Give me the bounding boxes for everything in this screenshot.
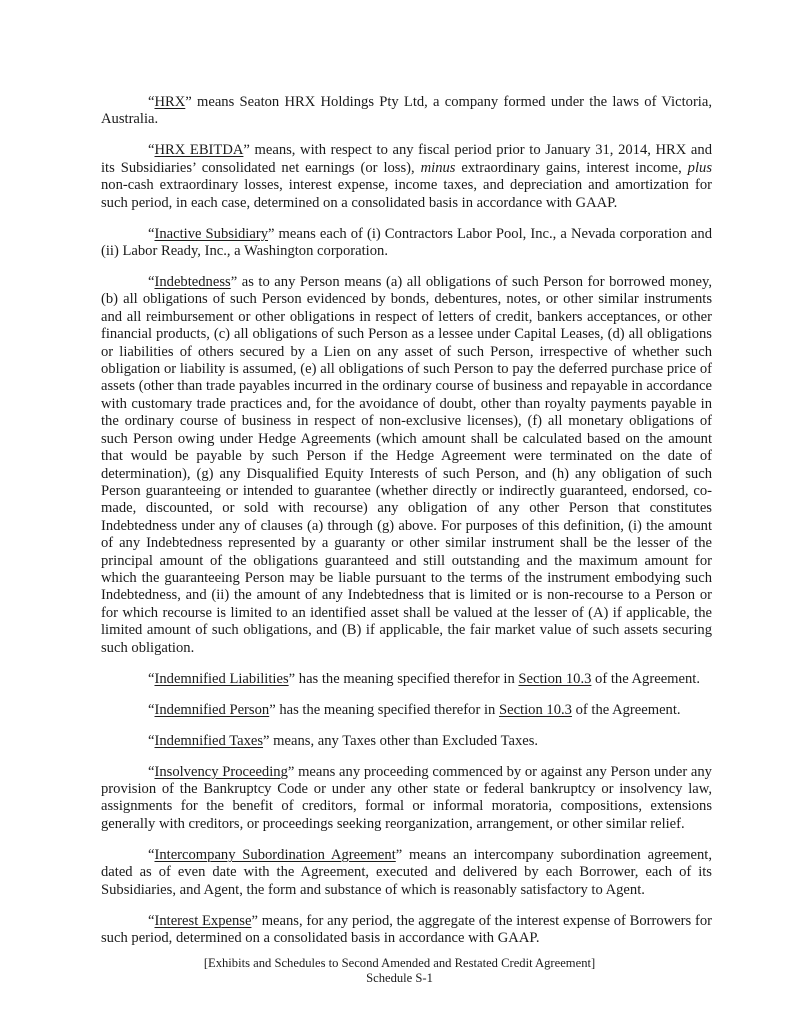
open-quote: “ (148, 701, 155, 718)
defined-term: HRX (154, 94, 186, 110)
definition-indebtedness (101, 274, 712, 657)
definition-text: non-cash extraordinary losses, interest expense, income taxes, and depreciation and amortization for such period, in each case, determined on a consolidated basis in accordance with GAAP. (101, 177, 712, 211)
definition-text: of the Agreement. (571, 701, 681, 718)
definition-text: means, for any period, the aggregate of the interest expense of Borrowers for such period, determined on a consolidated basis in accordance with GAAP. (101, 912, 712, 946)
definition-text: means Seaton HRX Holdings Pty Ltd, a company formed under the laws of Victoria, Australia. (101, 94, 712, 128)
open-quote: “ (148, 142, 155, 159)
definition-intercompany-subordination-agreement (101, 847, 712, 899)
definition-interest-expense (101, 913, 712, 948)
section-reference-link[interactable]: Section 10.3 (498, 701, 572, 718)
defined-term: Indemnified Person (154, 701, 270, 718)
definition-text: means an intercompany subordination agreement, dated as of even date with the Agreement, executed and delivered by each Borrower, each of its Subsidiaries, and Agent, the form and substance of which is reasonably satisfactory to Agent. (101, 846, 712, 898)
definition-hrx-ebitda (101, 142, 712, 212)
close-quote: ” (263, 732, 270, 749)
footer-page-number: Schedule S-1 (366, 971, 433, 985)
italic-text: minus (420, 159, 456, 176)
open-quote: “ (148, 732, 155, 749)
definition-indemnified-person (101, 702, 712, 719)
definition-text: has the meaning specified therefor in (295, 670, 519, 687)
defined-term: Indebtedness (154, 274, 231, 291)
close-quote: ” (268, 225, 275, 242)
open-quote: “ (148, 846, 155, 863)
document-page (101, 94, 712, 961)
definition-text: has the meaning specified therefor in (275, 701, 499, 718)
defined-term: Inactive Subsidiary (154, 225, 268, 242)
definition-text: means any proceeding commenced by or against any Person under any provision of the Bankruptcy Code or under any other state or federal bankruptcy or insolvency law, assignments for the benefit of creditors, formal or informal moratoria, compositions, extensions generally with creditors, or proceedings seeking reorganization, arrangement, or other similar relief. (101, 763, 712, 832)
defined-term: Indemnified Liabilities (154, 670, 289, 687)
close-quote: ” (288, 670, 296, 687)
definition-text: means, any Taxes other than Excluded Taxes. (269, 732, 539, 749)
defined-term: Insolvency Proceeding (154, 763, 288, 780)
italic-text: plus (687, 159, 712, 176)
open-quote: “ (148, 225, 155, 242)
close-quote: ” (243, 142, 250, 159)
definition-text: of the Agreement. (591, 670, 700, 687)
open-quote: “ (148, 763, 155, 780)
definition-text: means, with respect to any fiscal period prior to January 31, 2014, HRX and its Subsidiaries’ consolidated net earnings (or loss), (101, 142, 713, 176)
definition-text: means each of (i) Contractors Labor Pool, Inc., a Nevada corporation and (ii) Labor Ready, Inc., a Washington corporation. (101, 225, 713, 260)
page-footer (0, 956, 799, 986)
open-quote: “ (148, 94, 155, 110)
definition-text: as to any Person means (a) all obligations of such Person for borrowed money, (b) all obligations of such Person evidenced by bonds, debentures, notes, or other similar instruments and all reimbursement or other obligations in respect of letters of credit, bankers acceptances, or other financial products, (c) all obligations of such Person as a lessee under Capital Leases, (d) all obligations or liabilities of others secured by a Lien on any asset of such Person, irrespective of whether such obligation or liability is assumed, (e) all obligations of such Person to pay the deferred purchase price of assets (other than trade payables incurred in the ordinary course of business and repayable in accordance with customary trade practices and, for the avoidance of doubt, other than royalty payments payable in the ordinary course of business in respect of non-exclusive licenses), (f) all monetary obligations of such Person owing under Hedge Agreements (which amount shall be calculated based on the amount that would be payable by such Person if the Hedge Agreement were terminated on the date of determination), (g) any Disqualified Equity Interests of such Person, and (h) any obligation of such Person guaranteeing or intended to guarantee (whether directly or indirectly guaranteed, endorsed, co-made, discounted, or sold with recourse) any obligation of any other Person that constitutes Indebtedness under any of clauses (a) through (g) above. For purposes of this definition, (i) the amount of any Indebtedness represented by a guaranty or other similar instrument shall be the lesser of the principal amount of the obligations guaranteed and still outstanding and the maximum amount for which the guaranteeing Person may be liable pursuant to the terms of the instrument embodying such Indebtedness, and (ii) the amount of any Indebtedness that is limited or is non-recourse to a Person or for which recourse is limited to an identified asset shall be valued at the lesser of (A) if applicable, the limited amount of such obligations, and (B) if applicable, the fair market value of such assets securing such obligation. (101, 274, 712, 656)
footer-document-title: [Exhibits and Schedules to Second Amended and Restated Credit Agreement] (203, 956, 596, 970)
definition-indemnified-liabilities (101, 671, 712, 688)
section-reference-link[interactable]: Section 10.3 (518, 670, 592, 687)
definition-text: extraordinary gains, interest income, (455, 159, 688, 176)
defined-term: Interest Expense (154, 912, 252, 929)
open-quote: “ (148, 670, 155, 687)
defined-term: Indemnified Taxes (154, 732, 264, 749)
close-quote: ” (269, 701, 276, 718)
definition-inactive-subsidiary (101, 226, 712, 261)
close-quote: ” (185, 94, 192, 110)
open-quote: “ (148, 274, 155, 291)
close-quote: ” (230, 274, 238, 291)
definition-indemnified-taxes (101, 733, 712, 750)
close-quote: ” (395, 846, 403, 863)
definition-insolvency-proceeding (101, 764, 712, 834)
close-quote: ” (251, 912, 258, 929)
defined-term: Intercompany Subordination Agreement (154, 846, 396, 863)
definition-hrx (101, 94, 712, 129)
defined-term: HRX EBITDA (154, 142, 244, 159)
open-quote: “ (148, 912, 155, 929)
close-quote: ” (287, 763, 295, 780)
